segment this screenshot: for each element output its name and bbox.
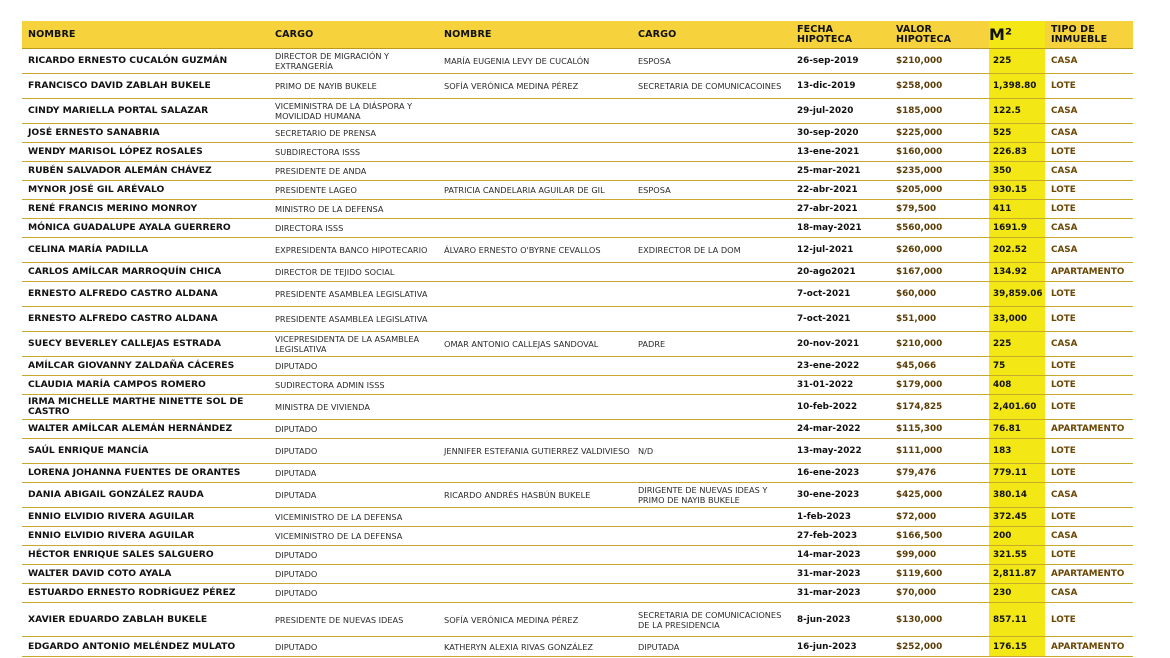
row-cargo-familiar bbox=[638, 143, 790, 161]
table-row bbox=[22, 143, 1133, 162]
row-metros-cuadrados: 200 bbox=[989, 527, 1045, 545]
row-metros-cuadrados: 176.15 bbox=[989, 637, 1045, 656]
row-cargo-familiar bbox=[638, 420, 790, 438]
row-cargo-familiar: ESPOSA bbox=[638, 56, 671, 66]
row-metros-cuadrados: 779.11 bbox=[989, 464, 1045, 482]
row-fecha-hipoteca: 27-abr-2021 bbox=[797, 204, 858, 214]
table-body bbox=[22, 49, 1133, 657]
row-nombre: ENNIO ELVIDIO RIVERA AGUILAR bbox=[28, 511, 195, 522]
row-valor-hipoteca: $252,000 bbox=[896, 641, 943, 652]
table-row bbox=[22, 546, 1133, 565]
row-nombre-familiar bbox=[444, 584, 632, 602]
row-nombre: CELINA MARÍA PADILLA bbox=[28, 244, 149, 255]
row-metros-cuadrados: 183 bbox=[989, 439, 1045, 463]
header-valor: VALOR HIPOTECA bbox=[896, 23, 952, 45]
row-nombre: ERNESTO ALFREDO CASTRO ALDANA bbox=[28, 288, 218, 299]
row-valor-hipoteca: $260,000 bbox=[896, 245, 943, 255]
row-valor-hipoteca: $51,000 bbox=[896, 314, 937, 324]
row-nombre-familiar bbox=[444, 307, 632, 331]
header-nombre-2: NOMBRE bbox=[444, 28, 492, 40]
row-valor-hipoteca: $179,000 bbox=[896, 380, 943, 390]
row-valor-hipoteca: $425,000 bbox=[896, 490, 943, 500]
table-row bbox=[22, 219, 1133, 238]
row-cargo-familiar bbox=[638, 162, 790, 180]
row-cargo: PRESIDENTE ASAMBLEA LEGISLATIVA bbox=[275, 314, 428, 324]
row-tipo-inmueble: LOTE bbox=[1051, 204, 1076, 214]
row-tipo-inmueble: CASA bbox=[1051, 166, 1078, 176]
row-valor-hipoteca: $79,500 bbox=[896, 204, 937, 214]
row-metros-cuadrados: 2,811.87 bbox=[989, 565, 1045, 583]
row-cargo: DIPUTADO bbox=[275, 361, 318, 371]
row-nombre-familiar bbox=[444, 263, 632, 281]
row-valor-hipoteca: $115,300 bbox=[896, 424, 943, 434]
table-row bbox=[22, 376, 1133, 395]
row-cargo: DIPUTADO bbox=[275, 550, 318, 560]
row-nombre: ENNIO ELVIDIO RIVERA AGUILAR bbox=[28, 530, 195, 541]
row-fecha-hipoteca: 26-sep-2019 bbox=[797, 56, 859, 66]
row-nombre: SAÚL ENRIQUE MANCÍA bbox=[28, 445, 149, 456]
row-nombre: WALTER DAVID COTO AYALA bbox=[28, 568, 172, 579]
row-fecha-hipoteca: 13-may-2022 bbox=[797, 446, 862, 456]
row-metros-cuadrados: 226.83 bbox=[989, 143, 1045, 161]
row-nombre-familiar bbox=[444, 143, 632, 161]
row-metros-cuadrados: 2,401.60 bbox=[989, 395, 1045, 419]
row-tipo-inmueble: LOTE bbox=[1051, 147, 1076, 157]
row-valor-hipoteca: $45,066 bbox=[896, 361, 937, 371]
row-fecha-hipoteca: 24-mar-2022 bbox=[797, 424, 861, 434]
row-cargo: SECRETARIO DE PRENSA bbox=[275, 128, 377, 138]
row-fecha-hipoteca: 20-nov-2021 bbox=[797, 339, 860, 349]
row-tipo-inmueble: CASA bbox=[1051, 588, 1078, 598]
row-nombre-familiar: JENNIFER ESTEFANIA GUTIERREZ VALDIVIESO bbox=[444, 446, 630, 456]
row-nombre: WALTER AMÍLCAR ALEMÁN HERNÁNDEZ bbox=[28, 423, 233, 434]
row-nombre: AMÍLCAR GIOVANNY ZALDAÑA CÁCERES bbox=[28, 360, 235, 371]
row-tipo-inmueble: LOTE bbox=[1051, 380, 1076, 390]
row-tipo-inmueble: CASA bbox=[1051, 245, 1078, 255]
row-cargo-familiar bbox=[638, 282, 790, 306]
row-metros-cuadrados: 134.92 bbox=[989, 263, 1045, 281]
row-cargo: DIRECTORA ISSS bbox=[275, 223, 344, 233]
row-valor-hipoteca: $166,500 bbox=[896, 531, 943, 541]
row-cargo-familiar bbox=[638, 263, 790, 281]
table-row bbox=[22, 307, 1133, 332]
row-cargo-familiar: ESPOSA bbox=[638, 185, 671, 195]
row-nombre: RENÉ FRANCIS MERINO MONROY bbox=[28, 203, 198, 214]
row-fecha-hipoteca: 25-mar-2021 bbox=[797, 166, 861, 176]
row-metros-cuadrados: 76.81 bbox=[989, 420, 1045, 438]
row-valor-hipoteca: $70,000 bbox=[896, 588, 937, 598]
row-nombre: MÓNICA GUADALUPE AYALA GUERRERO bbox=[28, 222, 231, 233]
row-tipo-inmueble: CASA bbox=[1051, 490, 1078, 500]
row-valor-hipoteca: $119,600 bbox=[896, 569, 943, 579]
row-nombre-familiar bbox=[444, 162, 632, 180]
row-nombre: FRANCISCO DAVID ZABLAH BUKELE bbox=[28, 80, 211, 91]
row-nombre: SUECY BEVERLEY CALLEJAS ESTRADA bbox=[28, 338, 221, 349]
row-fecha-hipoteca: 30-ene-2023 bbox=[797, 490, 860, 500]
table-row bbox=[22, 332, 1133, 357]
row-metros-cuadrados: 525 bbox=[989, 124, 1045, 142]
row-nombre-familiar bbox=[444, 282, 632, 306]
row-tipo-inmueble: CASA bbox=[1051, 128, 1078, 138]
row-nombre-familiar bbox=[444, 527, 632, 545]
table-row bbox=[22, 181, 1133, 200]
row-nombre-familiar bbox=[444, 200, 632, 218]
row-nombre: ERNESTO ALFREDO CASTRO ALDANA bbox=[28, 313, 218, 324]
row-nombre: ESTUARDO ERNESTO RODRÍGUEZ PÉREZ bbox=[28, 587, 236, 598]
row-fecha-hipoteca: 18-may-2021 bbox=[797, 223, 862, 233]
row-fecha-hipoteca: 13-dic-2019 bbox=[797, 81, 856, 91]
row-nombre: RICARDO ERNESTO CUCALÓN GUZMÁN bbox=[28, 55, 228, 66]
table-row bbox=[22, 357, 1133, 376]
row-cargo-familiar: DIRIGENTE DE NUEVAS IDEAS Y PRIMO DE NAYIB BUKELE bbox=[638, 485, 768, 505]
row-cargo: PRESIDENTE DE ANDA bbox=[275, 166, 367, 176]
row-valor-hipoteca: $210,000 bbox=[896, 339, 943, 349]
row-tipo-inmueble: APARTAMENTO bbox=[1051, 267, 1125, 277]
row-cargo-familiar bbox=[638, 376, 790, 394]
row-tipo-inmueble: CASA bbox=[1051, 339, 1078, 349]
row-nombre: CINDY MARIELLA PORTAL SALAZAR bbox=[28, 105, 209, 116]
row-fecha-hipoteca: 7-oct-2021 bbox=[797, 289, 851, 299]
row-cargo-familiar bbox=[638, 99, 790, 123]
row-valor-hipoteca: $205,000 bbox=[896, 185, 943, 195]
row-cargo: EXPRESIDENTA BANCO HIPOTECARIO bbox=[275, 245, 428, 255]
row-metros-cuadrados: 411 bbox=[989, 200, 1045, 218]
row-fecha-hipoteca: 8-jun-2023 bbox=[797, 614, 851, 625]
table-row bbox=[22, 527, 1133, 546]
row-cargo-familiar bbox=[638, 584, 790, 602]
row-nombre: DANIA ABIGAIL GONZÁLEZ RAUDA bbox=[28, 489, 204, 500]
row-cargo-familiar bbox=[638, 395, 790, 419]
row-cargo-familiar: SECRETARIA DE COMUNICACOINES bbox=[638, 81, 782, 91]
table-row bbox=[22, 395, 1133, 420]
row-cargo: DIPUTADO bbox=[275, 641, 318, 652]
row-nombre-familiar bbox=[444, 508, 632, 526]
row-tipo-inmueble: LOTE bbox=[1051, 512, 1076, 522]
row-cargo: DIRECTOR DE MIGRACIÓN Y EXTRANGERÍA bbox=[275, 51, 390, 71]
table-row bbox=[22, 124, 1133, 143]
row-nombre-familiar: ÁLVARO ERNESTO O'BYRNE CEVALLOS bbox=[444, 245, 601, 255]
row-nombre-familiar bbox=[444, 420, 632, 438]
row-cargo-familiar bbox=[638, 464, 790, 482]
row-nombre-familiar: PATRICIA CANDELARIA AGUILAR DE GIL bbox=[444, 185, 605, 195]
row-nombre: JOSÉ ERNESTO SANABRIA bbox=[28, 127, 160, 138]
row-nombre: EDGARDO ANTONIO MELÉNDEZ MULATO bbox=[28, 640, 236, 652]
row-metros-cuadrados: 202.52 bbox=[989, 238, 1045, 262]
row-tipo-inmueble: LOTE bbox=[1051, 81, 1076, 91]
table-row bbox=[22, 565, 1133, 584]
row-valor-hipoteca: $174,825 bbox=[896, 402, 943, 412]
row-cargo: DIPUTADO bbox=[275, 569, 318, 579]
row-fecha-hipoteca: 1-feb-2023 bbox=[797, 512, 851, 522]
row-tipo-inmueble: LOTE bbox=[1051, 614, 1076, 625]
row-fecha-hipoteca: 31-mar-2023 bbox=[797, 588, 861, 598]
row-cargo: PRESIDENTE DE NUEVAS IDEAS bbox=[275, 614, 404, 625]
row-valor-hipoteca: $111,000 bbox=[896, 446, 943, 456]
row-valor-hipoteca: $210,000 bbox=[896, 56, 943, 66]
row-tipo-inmueble: LOTE bbox=[1051, 289, 1076, 299]
row-nombre-familiar bbox=[444, 546, 632, 564]
row-metros-cuadrados: 1691.9 bbox=[989, 219, 1045, 237]
row-tipo-inmueble: LOTE bbox=[1051, 185, 1076, 195]
row-metros-cuadrados: 380.14 bbox=[989, 483, 1045, 507]
row-metros-cuadrados: 230 bbox=[989, 584, 1045, 602]
row-metros-cuadrados: 225 bbox=[989, 49, 1045, 73]
row-fecha-hipoteca: 29-jul-2020 bbox=[797, 106, 854, 116]
row-cargo: SUDIRECTORA ADMIN ISSS bbox=[275, 380, 385, 390]
row-fecha-hipoteca: 30-sep-2020 bbox=[797, 128, 859, 138]
row-nombre-familiar: RICARDO ANDRÉS HASBÚN BUKELE bbox=[444, 490, 591, 500]
row-metros-cuadrados: 39,859.06 bbox=[989, 282, 1045, 306]
row-fecha-hipoteca: 27-feb-2023 bbox=[797, 531, 858, 541]
row-valor-hipoteca: $167,000 bbox=[896, 267, 943, 277]
row-tipo-inmueble: CASA bbox=[1051, 531, 1078, 541]
row-cargo-familiar bbox=[638, 124, 790, 142]
row-valor-hipoteca: $560,000 bbox=[896, 223, 943, 233]
table-row bbox=[22, 483, 1133, 508]
row-nombre-familiar bbox=[444, 124, 632, 142]
row-nombre-familiar bbox=[444, 395, 632, 419]
row-metros-cuadrados: 408 bbox=[989, 376, 1045, 394]
table-row bbox=[22, 238, 1133, 263]
row-tipo-inmueble: CASA bbox=[1051, 223, 1078, 233]
row-cargo-familiar bbox=[638, 565, 790, 583]
table-row bbox=[22, 200, 1133, 219]
table-row bbox=[22, 508, 1133, 527]
row-metros-cuadrados: 225 bbox=[989, 332, 1045, 356]
row-valor-hipoteca: $99,000 bbox=[896, 550, 937, 560]
header-fecha: FECHA HIPOTECA bbox=[797, 23, 853, 45]
row-cargo-familiar bbox=[638, 200, 790, 218]
row-valor-hipoteca: $225,000 bbox=[896, 128, 943, 138]
row-cargo: MINISTRO DE LA DEFENSA bbox=[275, 204, 384, 214]
row-tipo-inmueble: LOTE bbox=[1051, 550, 1076, 560]
row-nombre-familiar: SOFÍA VERÓNICA MEDINA PÉREZ bbox=[444, 81, 579, 91]
row-tipo-inmueble: CASA bbox=[1051, 106, 1078, 116]
row-metros-cuadrados: 350 bbox=[989, 162, 1045, 180]
row-cargo: SUBDIRECTORA ISSS bbox=[275, 147, 361, 157]
row-cargo: PRESIDENTE LAGEO bbox=[275, 185, 357, 195]
header-cargo-2: CARGO bbox=[638, 28, 677, 40]
row-valor-hipoteca: $235,000 bbox=[896, 166, 943, 176]
row-cargo-familiar: SECRETARIA DE COMUNICACIONES DE LA PRESIDENCIA bbox=[638, 609, 782, 630]
row-fecha-hipoteca: 16-ene-2023 bbox=[797, 468, 860, 478]
row-valor-hipoteca: $79,476 bbox=[896, 468, 937, 478]
row-cargo-familiar: EXDIRECTOR DE LA DOM bbox=[638, 245, 741, 255]
row-cargo: DIRECTOR DE TEJIDO SOCIAL bbox=[275, 267, 395, 277]
row-cargo: DIPUTADO bbox=[275, 446, 318, 456]
row-metros-cuadrados: 75 bbox=[989, 357, 1045, 375]
row-tipo-inmueble: APARTAMENTO bbox=[1051, 424, 1125, 434]
row-nombre-familiar bbox=[444, 99, 632, 123]
table-header bbox=[22, 21, 1133, 49]
row-fecha-hipoteca: 12-jul-2021 bbox=[797, 245, 854, 255]
row-cargo-familiar bbox=[638, 219, 790, 237]
header-nombre-1: NOMBRE bbox=[28, 28, 76, 40]
row-cargo: DIPUTADA bbox=[275, 468, 317, 478]
table-row bbox=[22, 584, 1133, 603]
row-tipo-inmueble: LOTE bbox=[1051, 402, 1076, 412]
row-fecha-hipoteca: 23-ene-2022 bbox=[797, 361, 860, 371]
row-cargo: VICEPRESIDENTA DE LA ASAMBLEA LEGISLATIVA bbox=[275, 334, 420, 354]
header-tipo: TIPO DE INMUEBLE bbox=[1051, 23, 1108, 45]
row-cargo-familiar bbox=[638, 357, 790, 375]
row-tipo-inmueble: LOTE bbox=[1051, 446, 1076, 456]
row-fecha-hipoteca: 13-ene-2021 bbox=[797, 147, 860, 157]
row-nombre-familiar: OMAR ANTONIO CALLEJAS SANDOVAL bbox=[444, 339, 599, 349]
table-row bbox=[22, 637, 1133, 657]
row-valor-hipoteca: $130,000 bbox=[896, 614, 943, 625]
row-cargo-familiar bbox=[638, 546, 790, 564]
table-row bbox=[22, 464, 1133, 483]
row-cargo: PRIMO DE NAYIB BUKELE bbox=[275, 81, 377, 91]
table-row bbox=[22, 263, 1133, 282]
table-row bbox=[22, 282, 1133, 307]
row-tipo-inmueble: LOTE bbox=[1051, 468, 1076, 478]
row-fecha-hipoteca: 10-feb-2022 bbox=[797, 402, 858, 412]
row-tipo-inmueble: CASA bbox=[1051, 56, 1078, 66]
row-cargo: MINISTRA DE VIVIENDA bbox=[275, 402, 370, 412]
table-row bbox=[22, 49, 1133, 74]
row-tipo-inmueble: LOTE bbox=[1051, 314, 1076, 324]
row-nombre-familiar bbox=[444, 219, 632, 237]
row-cargo: VICEMINISTRO DE LA DEFENSA bbox=[275, 531, 403, 541]
row-fecha-hipoteca: 31-mar-2023 bbox=[797, 569, 861, 579]
row-nombre: CARLOS AMÍLCAR MARROQUÍN CHICA bbox=[28, 266, 222, 277]
row-cargo-familiar bbox=[638, 527, 790, 545]
row-valor-hipoteca: $72,000 bbox=[896, 512, 937, 522]
table-row bbox=[22, 439, 1133, 464]
row-cargo: DIPUTADO bbox=[275, 424, 318, 434]
row-cargo-familiar bbox=[638, 508, 790, 526]
row-valor-hipoteca: $160,000 bbox=[896, 147, 943, 157]
table-row bbox=[22, 99, 1133, 124]
row-cargo-familiar bbox=[638, 307, 790, 331]
row-nombre: MYNOR JOSÉ GIL ARÉVALO bbox=[28, 184, 165, 195]
row-metros-cuadrados: 33,000 bbox=[989, 307, 1045, 331]
row-fecha-hipoteca: 31-01-2022 bbox=[797, 380, 854, 390]
row-tipo-inmueble: LOTE bbox=[1051, 361, 1076, 371]
row-nombre: HÉCTOR ENRIQUE SALES SALGUERO bbox=[28, 549, 214, 560]
row-metros-cuadrados: 122.5 bbox=[989, 99, 1045, 123]
header-cargo-1: CARGO bbox=[275, 28, 314, 40]
table-row bbox=[22, 420, 1133, 439]
row-valor-hipoteca: $258,000 bbox=[896, 81, 943, 91]
row-valor-hipoteca: $60,000 bbox=[896, 289, 937, 299]
row-nombre-familiar bbox=[444, 565, 632, 583]
row-nombre-familiar: KATHERYN ALEXIA RIVAS GONZÁLEZ bbox=[444, 641, 594, 652]
row-cargo: PRESIDENTE ASAMBLEA LEGISLATIVA bbox=[275, 289, 428, 299]
row-nombre: IRMA MICHELLE MARTHE NINETTE SOL DE CASTRO bbox=[28, 396, 244, 417]
row-metros-cuadrados: 930.15 bbox=[989, 181, 1045, 199]
row-fecha-hipoteca: 22-abr-2021 bbox=[797, 185, 858, 195]
row-nombre: CLAUDIA MARÍA CAMPOS ROMERO bbox=[28, 379, 206, 390]
row-nombre: LORENA JOHANNA FUENTES DE ORANTES bbox=[28, 467, 241, 478]
row-cargo: VICEMINISTRA DE LA DIÁSPORA Y MOVILIDAD HUMANA bbox=[275, 101, 413, 121]
row-nombre-familiar bbox=[444, 376, 632, 394]
row-nombre-familiar bbox=[444, 464, 632, 482]
row-metros-cuadrados: 321.55 bbox=[989, 546, 1045, 564]
row-tipo-inmueble: APARTAMENTO bbox=[1051, 569, 1125, 579]
row-nombre: RUBÉN SALVADOR ALEMÁN CHÁVEZ bbox=[28, 165, 212, 176]
row-nombre: WENDY MARISOL LÓPEZ ROSALES bbox=[28, 146, 203, 157]
row-nombre-familiar: SOFÍA VERÓNICA MEDINA PÉREZ bbox=[444, 614, 579, 625]
row-nombre-familiar bbox=[444, 357, 632, 375]
row-valor-hipoteca: $185,000 bbox=[896, 106, 943, 116]
table-row bbox=[22, 74, 1133, 99]
row-fecha-hipoteca: 7-oct-2021 bbox=[797, 314, 851, 324]
row-nombre: XAVIER EDUARDO ZABLAH BUKELE bbox=[28, 613, 208, 625]
mortgage-table bbox=[22, 21, 1133, 657]
row-nombre-familiar: MARÍA EUGENIA LEVY DE CUCALÓN bbox=[444, 56, 590, 66]
row-cargo-familiar: DIPUTADA bbox=[638, 641, 680, 652]
row-fecha-hipoteca: 14-mar-2023 bbox=[797, 550, 861, 560]
row-cargo: VICEMINISTRO DE LA DEFENSA bbox=[275, 512, 403, 522]
row-metros-cuadrados: 1,398.80 bbox=[989, 74, 1045, 98]
row-fecha-hipoteca: 20-ago2021 bbox=[797, 267, 856, 277]
row-cargo-familiar: PADRE bbox=[638, 339, 666, 349]
header-m2: M² bbox=[989, 21, 1045, 48]
table-row bbox=[22, 603, 1133, 637]
row-metros-cuadrados: 857.11 bbox=[989, 603, 1045, 636]
row-tipo-inmueble: APARTAMENTO bbox=[1051, 641, 1125, 652]
row-cargo: DIPUTADO bbox=[275, 588, 318, 598]
table-row bbox=[22, 162, 1133, 181]
row-cargo-familiar: N/D bbox=[638, 446, 654, 456]
row-metros-cuadrados: 372.45 bbox=[989, 508, 1045, 526]
row-cargo: DIPUTADA bbox=[275, 490, 317, 500]
row-fecha-hipoteca: 16-jun-2023 bbox=[797, 641, 857, 652]
